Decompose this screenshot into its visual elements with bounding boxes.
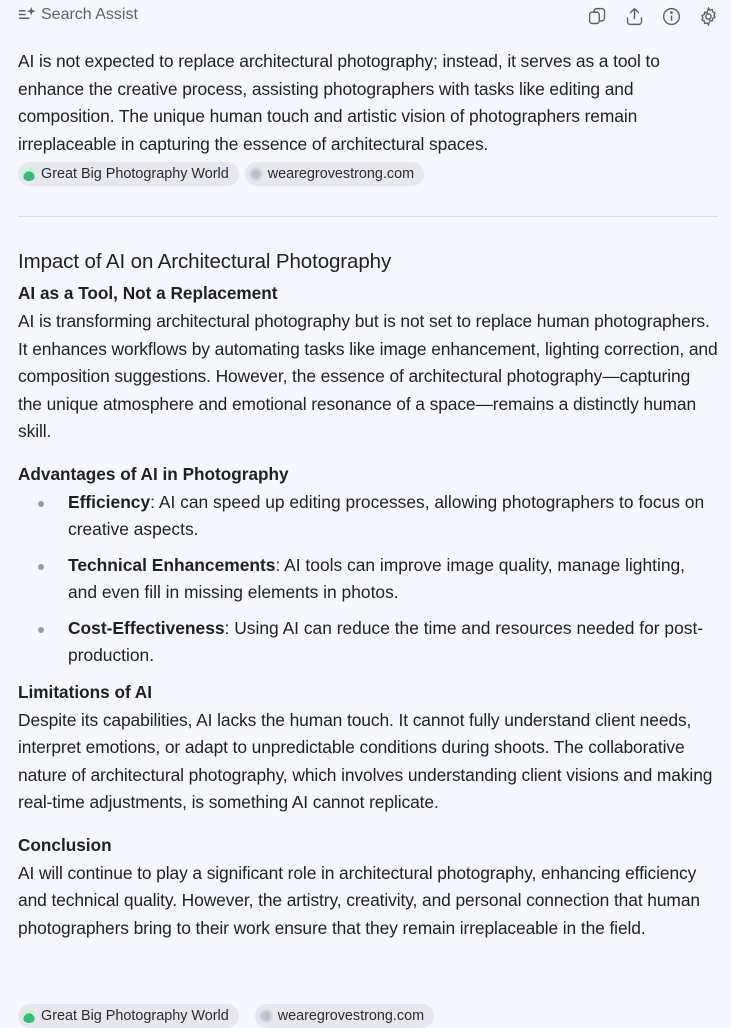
share-icon[interactable] <box>623 5 645 27</box>
item-term: Efficiency <box>68 491 151 512</box>
source-logo-icon <box>22 1009 36 1023</box>
copy-icon[interactable] <box>586 5 608 27</box>
section-heading: Limitations of AI <box>18 681 152 702</box>
list-item <box>18 615 718 670</box>
item-text: : AI can speed up editing processes, allowing photographers to focus on creative aspects. <box>68 491 705 539</box>
search-assist-brand <box>17 5 138 24</box>
sparkle-list-icon <box>17 5 36 24</box>
source-label: wearegrovestrong.com <box>267 166 415 182</box>
source-label: Great Big Photography World <box>41 1008 229 1024</box>
source-label: Great Big Photography World <box>41 166 229 182</box>
header-title: Search Assist <box>41 5 138 23</box>
source-logo-icon <box>22 167 36 181</box>
item-term: Technical Enhancements <box>68 554 276 575</box>
source-logo-icon <box>249 167 263 181</box>
section-heading: AI as a Tool, Not a Replacement <box>18 283 278 303</box>
section-heading: Conclusion <box>18 834 112 855</box>
search-assist-content <box>18 48 718 942</box>
article-sources <box>18 1004 434 1028</box>
intro-sources <box>18 162 718 186</box>
source-logo-icon <box>259 1009 273 1023</box>
source-chip-great-big-photography-world[interactable] <box>18 162 239 186</box>
settings-icon[interactable] <box>697 5 719 27</box>
list-item <box>18 489 718 544</box>
section-text: AI will continue to play a significant role in architectural photography, enhancing efficiency and technical quality. However, the artistry, creativity, and personal connection that human photographers bring to their work ensure that they remain irreplaceable in the field. <box>18 862 700 938</box>
section-text: AI is transforming architectural photography but is not set to replace human photographers. It enhances workflows by automating tasks like image enhancement, lighting correction, and composition suggestions. However, the essence of architectural photography—capturing the unique atmosphere and emotional resonance of a space—remains a distinctly human skill. <box>18 311 718 441</box>
article-title: Impact of AI on Architectural Photography <box>18 250 392 273</box>
info-icon[interactable] <box>660 5 682 27</box>
intro-text: AI is not expected to replace architectural photography; instead, it serves as a tool to enhance the creative process, assisting photographers with tasks like editing and composition. The unique human touch and artistic vision of photographers remain irreplaceable in capturing the essence of architectural spaces. <box>18 51 660 154</box>
item-text: : Using AI can reduce the time and resources needed for post-production. <box>68 617 704 665</box>
source-chip-great-big-photography-world[interactable] <box>18 1004 239 1028</box>
item-term: Cost-Effectiveness <box>68 617 225 638</box>
source-chip-wearegrovestrong[interactable] <box>245 162 424 186</box>
advantages-list <box>18 489 718 670</box>
section-text: Despite its capabilities, AI lacks the human touch. It cannot fully understand client needs, interpret emotions, or adapt to unpredictable conditions during shoots. The collaborative nature of architectural photography, which involves understanding client visions and making real-time adjustments, is something AI cannot replicate. <box>18 709 713 812</box>
source-label: wearegrovestrong.com <box>277 1008 425 1024</box>
list-item <box>18 552 718 607</box>
item-text: : AI tools can improve image quality, manage lighting, and even fill in missing elements in photos. <box>68 554 686 602</box>
header-bar <box>0 0 731 32</box>
divider <box>18 216 718 217</box>
section-heading: Advantages of AI in Photography <box>18 463 289 484</box>
source-chip-wearegrovestrong[interactable] <box>255 1004 434 1028</box>
